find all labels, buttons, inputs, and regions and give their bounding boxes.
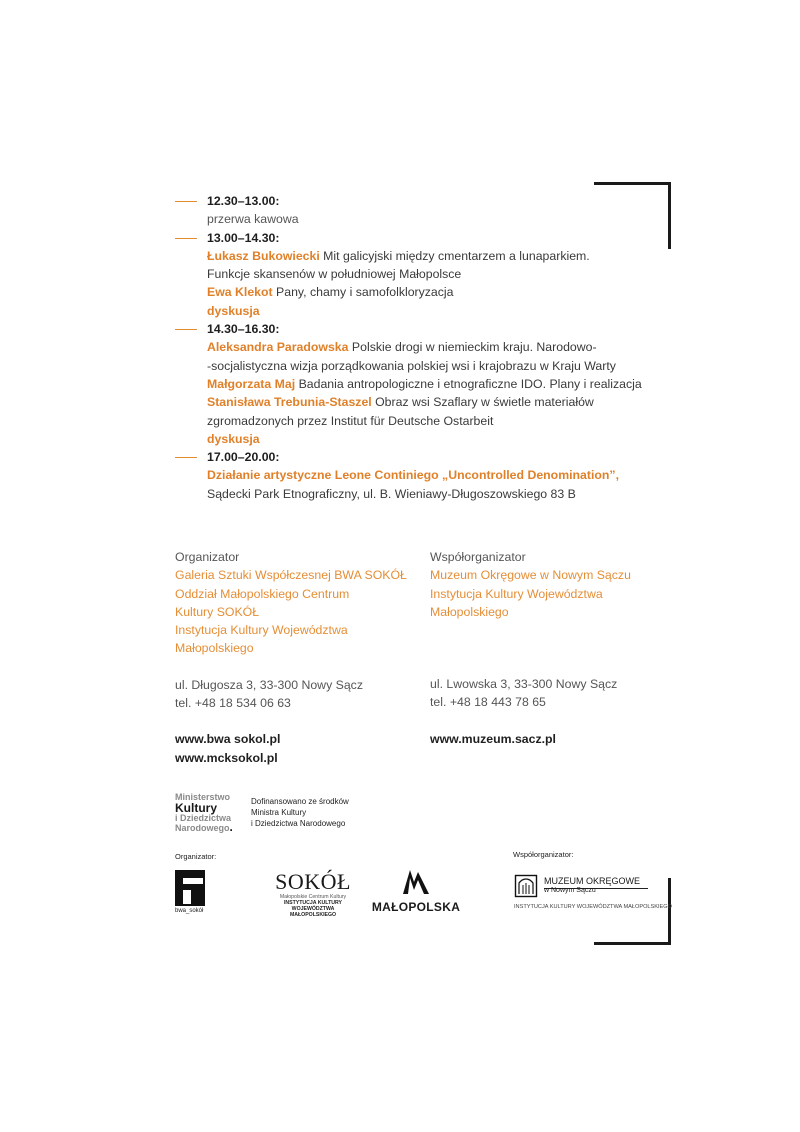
schedule-slot (175, 448, 655, 503)
funding-note-line: Ministra Kultury (251, 808, 307, 817)
coorganizer-name-line: Instytucja Kultury Województwa (430, 586, 603, 601)
ministry-logo-line (175, 820, 233, 834)
talk-title: Polskie drogi w niemieckim kraju. Narodowo- (348, 340, 597, 355)
speaker-name: Aleksandra Paradowska (207, 340, 349, 355)
organizer-address: ul. Długosza 3, 33-300 Nowy Sącz (175, 677, 363, 692)
ministry-logo-line: Ministerstwo (175, 792, 231, 802)
schedule-slot (175, 192, 655, 229)
ministry-logo-line: Kultury (175, 801, 217, 815)
coorganizer-phone: tel. +48 18 443 78 65 (430, 695, 546, 710)
talk-title: Pany, chamy i samofolkloryzacja (272, 285, 454, 300)
organizer-name-line: Kultury SOKÓŁ (175, 604, 260, 619)
talk-title-continued: przerwa kawowa (207, 212, 299, 227)
talk-title: Mit galicyjski między cmentarzem a lunaparkiem. (319, 248, 590, 263)
slot-dash-marker (175, 201, 197, 202)
talk-title-continued: Sądecki Park Etnograficzny, ul. B. Wieniawy-Długoszowskiego 83 B (207, 486, 576, 501)
bwa-sokol-logo (175, 870, 205, 906)
schedule-slot (175, 229, 655, 320)
organizer-heading: Organizator (175, 550, 240, 564)
sokol-logo-subtitle: Małopolskie Centrum Kultury (279, 894, 347, 900)
funding-note-line: Dofinansowano ze środków (251, 797, 349, 806)
organizer-logo-label: Organizator: (175, 852, 217, 861)
organizer-website-link[interactable]: www.mcksokol.pl (175, 750, 278, 765)
muzeum-logo-subtitle: w Nowym Sączu (544, 887, 596, 894)
bwa-sokol-caption: bwa_sokół (175, 908, 204, 914)
coorganizer-address: ul. Lwowska 3, 33-300 Nowy Sącz (430, 677, 618, 692)
speaker-name: Łukasz Bukowiecki (207, 248, 320, 263)
sokol-logo-subtitle: INSTYTUCJA KULTURY (283, 900, 343, 906)
organizer-name-line: Instytucja Kultury Województwa (175, 623, 348, 638)
slot-time: 12.30–13.00: (207, 194, 280, 208)
ministry-logo (175, 793, 233, 833)
malopolska-mountain-icon (401, 866, 431, 894)
discussion-label: dyskusja (207, 303, 260, 318)
muzeum-logo-title: MUZEUM OKRĘGOWE (544, 876, 640, 886)
funding-note-line: i Dziedzictwa Narodowego (251, 819, 346, 828)
talk-title-continued: zgromadzonych przez Institut für Deutsche Ostarbeit (207, 413, 494, 428)
talk-title-continued: -socjalistyczna wizja porządkowania polskiej wsi i krajobrazu w Kraju Warty (207, 358, 616, 373)
talk-title-continued: Funkcje skansenów w południowej Małopolsce (207, 267, 462, 282)
organizer-website-link[interactable]: www.bwa sokol.pl (175, 732, 281, 747)
coorganizer-logo-label: Współorganizator: (513, 850, 574, 859)
talk-line (207, 375, 655, 393)
talk-line (207, 393, 655, 411)
organizer-phone: tel. +48 18 534 06 63 (175, 696, 291, 711)
coorganizer-heading: Współorganizator (430, 550, 526, 564)
organizer-name-line: Małopolskiego (175, 641, 254, 656)
talk-title: Obraz wsi Szaflary w świetle materiałów (371, 395, 594, 410)
malopolska-logo (370, 866, 462, 914)
discussion-label: dyskusja (207, 431, 260, 446)
sokol-logo-subtitle: WOJEWÓDZTWA MAŁOPOLSKIEGO (289, 906, 337, 918)
schedule-slot (175, 320, 655, 448)
coorganizer-name-line: Muzeum Okręgowe w Nowym Sączu (430, 568, 631, 583)
speaker-name: Ewa Klekot (207, 285, 273, 300)
funding-note (251, 796, 349, 829)
organizer-column (175, 548, 407, 767)
slot-dash-marker (175, 329, 197, 330)
schedule (175, 192, 655, 503)
slot-dash-marker (175, 238, 197, 239)
talk-line (207, 338, 655, 356)
speaker-name: Stanisława Trebunia-Staszel (207, 395, 372, 410)
talk-line (207, 283, 655, 301)
organizer-name-line: Galeria Sztuki Współczesnej BWA SOKÓŁ (175, 568, 407, 583)
coorganizer-name-line: Małopolskiego (430, 604, 509, 619)
malopolska-logo-word: MAŁOPOLSKA (371, 900, 461, 914)
speaker-name: Działanie artystyczne Leone Continiego „Uncontrolled Denomination”, (207, 468, 619, 483)
slot-time: 13.00–14.30: (207, 230, 280, 245)
talk-title: Badania antropologiczne i etnograficzne IDO. Plany i realizacja (295, 376, 642, 391)
slot-time: 14.30–16.30: (207, 322, 280, 337)
sokol-logo-name: SOKÓŁ (275, 869, 351, 894)
organizer-name-line: Oddział Małopolskiego Centrum (175, 586, 350, 601)
museum-building-icon (514, 874, 538, 898)
ministry-logo-line-text: Narodowego (175, 823, 230, 833)
slot-time: 17.00–20.00: (207, 450, 280, 465)
ministry-logo-line: i Dziedzictwa (175, 813, 232, 823)
sokol-logo (270, 870, 356, 918)
coorganizer-website-link[interactable]: www.muzeum.sacz.pl (430, 731, 556, 746)
slot-dash-marker (175, 457, 197, 458)
coorganizer-column (430, 548, 631, 748)
muzeum-logo-tagline: INSTYTUCJA KULTURY WOJEWÓDZTWA MAŁOPOLSKIEGO (514, 904, 672, 910)
ministry-logo-dot: . (229, 820, 233, 834)
talk-line (207, 247, 655, 265)
talk-line (207, 466, 655, 484)
speaker-name: Małgorzata Maj (207, 376, 296, 391)
